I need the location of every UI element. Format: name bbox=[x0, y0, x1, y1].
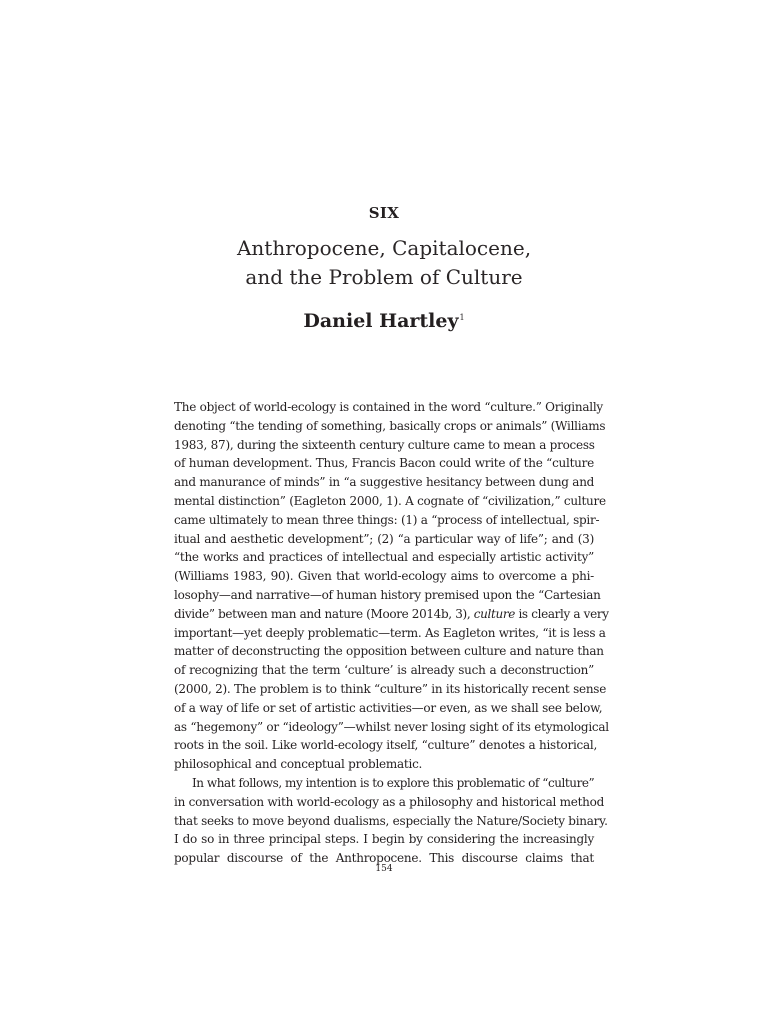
text-line: of a way of life or set of artistic activities—or even, as we shall see below, bbox=[174, 700, 603, 715]
text-line: as “hegemony” or “ideology”—whilst never losing sight of its etymological bbox=[174, 719, 609, 734]
text-line: (2000, 2). The problem is to think “culture” in its historically recent sense bbox=[174, 681, 607, 696]
body-text bbox=[174, 398, 609, 868]
page-number: 154 bbox=[375, 864, 393, 874]
chapter-number: SIX bbox=[368, 204, 400, 222]
text-line: of human development. Thus, Francis Bacon could write of the “culture bbox=[174, 456, 594, 471]
author-name bbox=[0, 310, 768, 332]
text-line: losophy—and narrative—of human history premised upon the “Cartesian bbox=[174, 587, 601, 602]
paragraph-2 bbox=[174, 774, 608, 868]
text-line: and manurance of minds” in “a suggestive hesitancy between dung and bbox=[174, 475, 595, 490]
chapter-title-line-2: and the Problem of Culture bbox=[245, 265, 523, 289]
chapter-title bbox=[0, 234, 768, 292]
text-line: itual and aesthetic development”; (2) “a particular way of life”; and (3) bbox=[174, 531, 594, 546]
text-line: In what follows, my intention is to explore this problematic of “culture” bbox=[192, 775, 595, 790]
text-line: came ultimately to mean three things: (1) a “process of intellectual, spir- bbox=[174, 512, 600, 527]
emphasis-culture: culture bbox=[473, 606, 515, 621]
paragraph-1 bbox=[174, 398, 609, 774]
text-line: denoting “the tending of something, basically crops or animals” (Williams bbox=[174, 418, 606, 433]
text-line: “the works and practices of intellectual and especially artistic activity” bbox=[174, 550, 594, 565]
text-line: popular discourse of the Anthropocene. This discourse claims that bbox=[174, 851, 594, 866]
chapter-title-line-1: Anthropocene, Capitalocene, bbox=[236, 236, 532, 260]
text-line: I do so in three principal steps. I begin by considering the increasingly bbox=[174, 832, 594, 847]
text-line: 1983, 87), during the sixteenth century culture came to mean a process bbox=[174, 437, 595, 452]
text-line: of recognizing that the term ‘culture’ is already such a deconstruction” bbox=[174, 663, 594, 678]
text-line: divide” between man and nature (Moore 2014b, 3), culture is clearly a very bbox=[174, 606, 609, 621]
text-line: The object of world-ecology is contained in the word “culture.” Originally bbox=[174, 400, 603, 414]
text-line: important—yet deeply problematic—term. As Eagleton writes, “it is less a bbox=[174, 625, 606, 640]
text-line: that seeks to move beyond dualisms, especially the Nature/Society binary. bbox=[174, 813, 608, 828]
text-line: matter of deconstructing the opposition between culture and nature than bbox=[174, 644, 604, 659]
text-line: in conversation with world-ecology as a philosophy and historical method bbox=[174, 794, 605, 809]
author-name-text: Daniel Hartley bbox=[303, 310, 459, 332]
author-footnote-marker: 1 bbox=[459, 312, 465, 322]
text-line: roots in the soil. Like world-ecology itself, “culture” denotes a historical, bbox=[174, 738, 598, 753]
text-line: (Williams 1983, 90). Given that world-ecology aims to overcome a phi- bbox=[174, 569, 594, 584]
text-line: mental distinction” (Eagleton 2000, 1). A cognate of “civilization,” culture bbox=[174, 493, 606, 508]
text-line: philosophical and conceptual problematic. bbox=[174, 757, 423, 772]
